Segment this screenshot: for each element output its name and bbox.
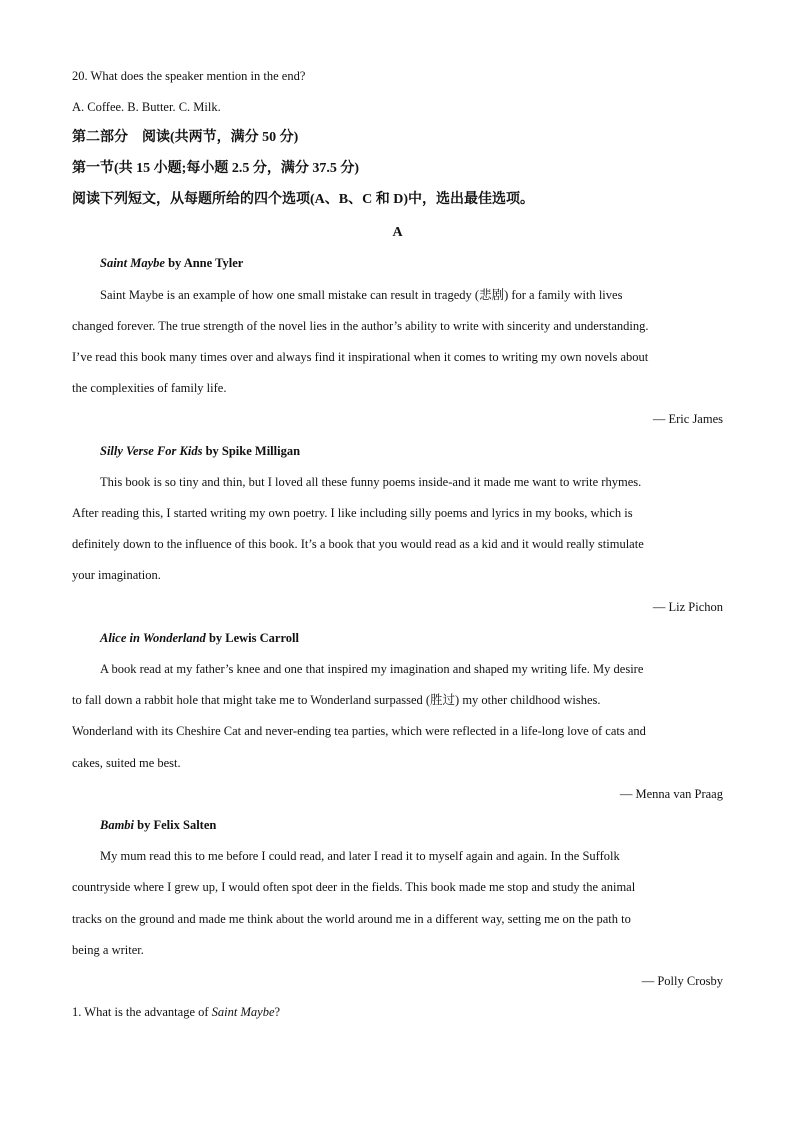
question-1 [72, 1004, 280, 1020]
review-heading [100, 630, 299, 646]
book-title: Saint Maybe [100, 256, 165, 270]
passage-label: A [392, 225, 403, 240]
part-two-heading: 第二部分 阅读(共两节，满分 50 分) [72, 130, 299, 145]
review-line: Wonderland with its Cheshire Cat and never-ending tea parties, which were reflected in a life-long love of cats and [72, 724, 646, 738]
review-line: the complexities of family life. [72, 381, 227, 395]
review-heading [100, 817, 216, 833]
reviewer-name: — Menna van Praag [619, 787, 723, 801]
review-line: countryside where I grew up, I would often spot deer in the fields. This book made me stop and study the animal [72, 880, 636, 894]
review-line: My mum read this to me before I could read, and later I read it to myself again and again. In the Suffolk [100, 849, 620, 863]
reviewer-name: — Polly Crosby [641, 974, 723, 988]
book-title: Silly Verse For Kids [100, 444, 203, 458]
question-20: 20. What does the speaker mention in the end? [72, 69, 306, 83]
section-one-heading: 第一节(共 15 小题;每小题 2.5 分，满分 37.5 分) [72, 161, 359, 176]
question-1-prefix: 1. What is the advantage of [72, 1005, 212, 1019]
book-author: by Anne Tyler [164, 256, 244, 270]
review-heading [100, 255, 243, 271]
reviewer-name: — Liz Pichon [652, 600, 723, 614]
review-line: to fall down a rabbit hole that might take me to Wonderland surpassed (胜过) my other childhood wishes. [72, 693, 601, 707]
question-1-suffix: ? [274, 1005, 281, 1019]
book-author: by Spike Milligan [202, 444, 301, 458]
review-line: cakes, suited me best. [72, 756, 181, 770]
question-1-title: Saint Maybe [211, 1005, 275, 1019]
review-line: After reading this, I started writing my own poetry. I like including silly poems and lyrics in my books, which is [72, 506, 633, 520]
review-line: A book read at my father’s knee and one that inspired my imagination and shaped my writing life. My desire [100, 662, 644, 676]
review-line: This book is so tiny and thin, but I loved all these funny poems inside-and it made me want to write rhymes. [100, 475, 642, 489]
review-line: Saint Maybe is an example of how one small mistake can result in tragedy (悲剧) for a family with lives [100, 288, 623, 302]
book-title: Bambi [100, 818, 135, 832]
review-line: tracks on the ground and made me think about the world around me in a different way, setting me on the path to [72, 912, 631, 926]
book-title: Alice in Wonderland [100, 631, 206, 645]
review-line: changed forever. The true strength of the novel lies in the author’s ability to write with sincerity and understanding. [72, 319, 649, 333]
book-author: by Lewis Carroll [205, 631, 299, 645]
reviewer-name: — Eric James [652, 412, 723, 426]
review-line: definitely down to the influence of this book. It’s a book that you would read as a kid and it would really stimulate [72, 537, 644, 551]
review-line: your imagination. [72, 568, 161, 582]
review-line: I’ve read this book many times over and always find it inspirational when it comes to writing my own novels about [72, 350, 649, 364]
review-line: being a writer. [72, 943, 144, 957]
instructions: 阅读下列短文，从每题所给的四个选项(A、B、C 和 D)中，选出最佳选项。 [72, 192, 534, 207]
book-author: by Felix Salten [134, 818, 217, 832]
question-20-options: A. Coffee. B. Butter. C. Milk. [72, 100, 221, 114]
review-heading [100, 443, 300, 459]
